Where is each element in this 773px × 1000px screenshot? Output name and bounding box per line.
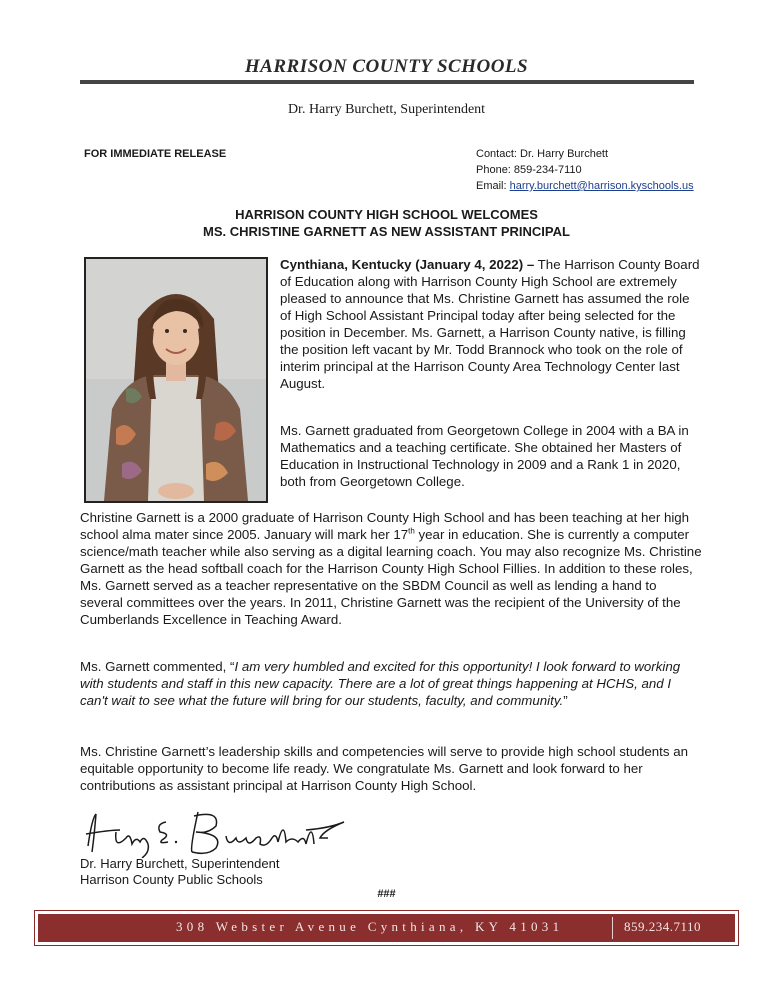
handwritten-signature — [80, 808, 370, 858]
paragraph-quote — [80, 658, 702, 709]
headline-line-2: MS. CHRISTINE GARNETT AS NEW ASSISTANT PRINCIPAL — [203, 224, 570, 239]
contact-block — [476, 146, 694, 194]
contact-phone: Phone: 859-234-7110 — [476, 164, 582, 176]
footer-address: 308 Webster Avenue Cynthiana, KY 41031 — [176, 919, 564, 934]
signer-organization: Harrison County Public Schools — [80, 872, 263, 887]
paragraph-education: Ms. Garnett graduated from Georgetown College in 2004 with a BA in Mathematics and a teaching certificate. She obtained her Masters of Education in Instructional Technology in 2009 and a Rank 1 in 2020, both from Georgetown College. — [280, 423, 689, 489]
press-release-headline — [0, 206, 773, 240]
signature-drawing — [80, 808, 370, 858]
headline-line-1: HARRISON COUNTY HIGH SCHOOL WELCOMES — [235, 207, 538, 222]
signer-name: Dr. Harry Burchett, Superintendent — [80, 856, 280, 871]
release-label: FOR IMMEDIATE RELEASE — [84, 148, 227, 160]
portrait-illustration — [86, 259, 266, 501]
portrait-photo — [84, 257, 268, 503]
footer-phone: 859.234.7110 — [624, 919, 702, 934]
footer-bar — [38, 914, 735, 942]
letterhead-title: HARRISON COUNTY SCHOOLS — [244, 56, 529, 77]
dateline: Cynthiana, Kentucky (January 4, 2022) – — [280, 257, 535, 272]
ordinal-suffix: th — [408, 526, 415, 536]
contact-email-link[interactable]: harry.burchett@harrison.kyschools.us — [509, 180, 694, 192]
end-mark: ### — [377, 888, 396, 900]
quote-text: I am very humbled and excited for this opportunity! I look forward to working with students and staff in this new capacity. There are a lot of great things happening at HCHS, and I can't wait to see what the future will bring for our students, faculty, and community. — [80, 659, 681, 708]
paragraph-career-text-b: year in education. She is currently a computer science/math teacher while also serving as a digital learning coach. You may also recognize Ms. Christine Garnett as the head softball coach for the Harrison County High School Fillies. In addition to these roles, Ms. Garnett served as a teacher representative on the SBDM Council as well as lending a hand to several committees over the years. In 2011, Christine Garnett was the recipient of the University of the Cumberlands Excellence in Teaching Award. — [80, 527, 702, 627]
signature-block — [80, 856, 279, 888]
paragraph-intro — [280, 256, 700, 392]
contact-email-row — [476, 178, 694, 194]
contact-name: Contact: Dr. Harry Burchett — [476, 148, 609, 160]
contact-email-label: Email: — [476, 180, 510, 192]
paragraph-closing: Ms. Christine Garnett’s leadership skills and competencies will serve to provide high school students an equitable opportunity to become life ready. We congratulate Ms. Garnett and look forward to her contributions as assistant principal at Harrison County High School. — [80, 744, 689, 793]
footer-divider — [612, 917, 613, 939]
paragraph-career-text-a: Christine Garnett is a 2000 graduate of Harrison County High School and has been teaching at her high school alma mater since 2005. January will mark her 17 — [80, 510, 690, 542]
paragraph-career — [80, 509, 702, 628]
paragraph-intro-text: The Harrison County Board of Education along with Harrison County High School are extremely pleased to announce that Ms. Christine Garnett has assumed the role of High School Assistant Principal today after being selected for the position in December. Ms. Garnett, a Harrison County native, is filling the position left vacant by Mr. Todd Brannock who took on the role of interim principal at the Harrison County Area Technology Center last August. — [280, 257, 700, 391]
quote-intro: Ms. Garnett commented, “ — [80, 659, 235, 674]
quote-close: ” — [563, 693, 568, 708]
letterhead-divider — [80, 80, 694, 84]
superintendent-line: Dr. Harry Burchett, Superintendent — [287, 102, 486, 117]
